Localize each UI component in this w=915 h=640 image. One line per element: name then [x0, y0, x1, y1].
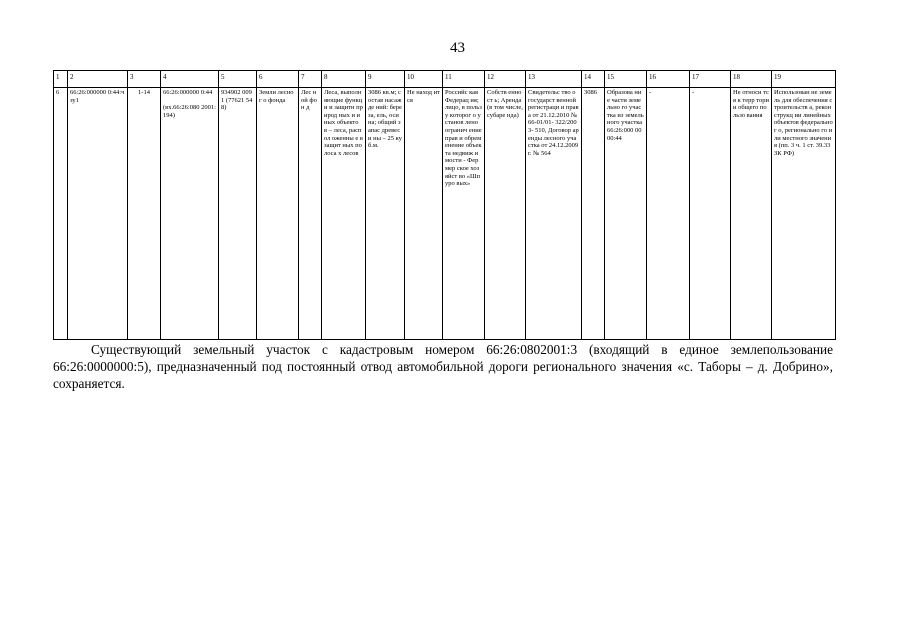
forest-stand-cell: 3086 кв.м; состав насажде ний: береза, ель, осина; общий запас древеси ны – 25 куб.м. [366, 88, 405, 340]
body-paragraph: Существующий земельный участок с кадастровым номером 66:26:0802001:3 (входящий в единое землепользование 66:26:0000000:5), предназначенный под постоянный отвод автомобильной дороги регионального значения «с. Таборы – д. Добрино», сохраняется. [53, 342, 833, 391]
column-number: 3 [128, 71, 161, 88]
column-number: 8 [322, 71, 366, 88]
formation-method-cell: Образова ние части земельно го участка из земель ного участка 66:26:000 0000:44 [605, 88, 647, 340]
column-number: 11 [443, 71, 485, 88]
right-type-cell: Собств енност ь; Аренда (в том числе, субаре нда) [485, 88, 526, 340]
column-number: 13 [526, 71, 582, 88]
public-use-cell: Не относи тся к терр тории общего пользо вания [731, 88, 772, 340]
area-code-cell: 934902 0091 (77621 548) [219, 88, 257, 340]
column-number: 10 [405, 71, 443, 88]
column-number: 9 [366, 71, 405, 88]
land-type-cell: Лес ной фон д [299, 88, 322, 340]
plot-designation-cell: 66:26:000000 0:44:чзу1 [68, 88, 128, 340]
points-cell: 1-14 [128, 88, 161, 340]
location-status-cell: Не наход ится [405, 88, 443, 340]
rights-holder-cell: Российс кая Федерац ия; лицо, в пользу которог о установ лено огранич ение прав и обрем енение объекта недвиж имости - Фермер ское хозяйст во «Шпуро вых» [443, 88, 485, 340]
column-number: 4 [161, 71, 219, 88]
column-number: 2 [68, 71, 128, 88]
registration-document-cell: Свидетельс тво о государст венной регистраци и права от 21.12.2010 № 66-01/01- 322/2003- 510, Договор аренды лесного участка от 24.12.2009 г. № 564 [526, 88, 582, 340]
column-number-row [54, 71, 836, 88]
column-number: 1 [54, 71, 68, 88]
table-row [54, 88, 836, 340]
column-number: 15 [605, 71, 647, 88]
page-number: 43 [450, 40, 465, 56]
usage-purpose-cell: Использован не земель для обеспечения строительств а, реконструкц ии линейных объектов федеральног о, регионально го или местного значения (пп. 3 ч. 1 ст. 39.33 ЗК РФ) [772, 88, 836, 340]
column-number: 14 [582, 71, 605, 88]
row-number-cell: 6 [54, 88, 68, 340]
column-number: 16 [647, 71, 690, 88]
column-number: 7 [299, 71, 322, 88]
column-number: 18 [731, 71, 772, 88]
col16-cell: - [647, 88, 690, 340]
column-number: 12 [485, 71, 526, 88]
column-number: 5 [219, 71, 257, 88]
land-category-cell: Земли лесног о фонда [257, 88, 299, 340]
cadastral-number-cell: 66:26:000000 0:44 (вх.66:26:080 2001:194) [161, 88, 219, 340]
column-number: 19 [772, 71, 836, 88]
column-number: 6 [257, 71, 299, 88]
area-value-cell: 3086 [582, 88, 605, 340]
land-plot-table [53, 70, 836, 340]
col17-cell: - [690, 88, 731, 340]
forest-purpose-cell: Леса, выполн яющие функци и защитн природ ных и иных объекто в – леса, распол оженны е в защит ных полоса х лесов [322, 88, 366, 340]
column-number: 17 [690, 71, 731, 88]
